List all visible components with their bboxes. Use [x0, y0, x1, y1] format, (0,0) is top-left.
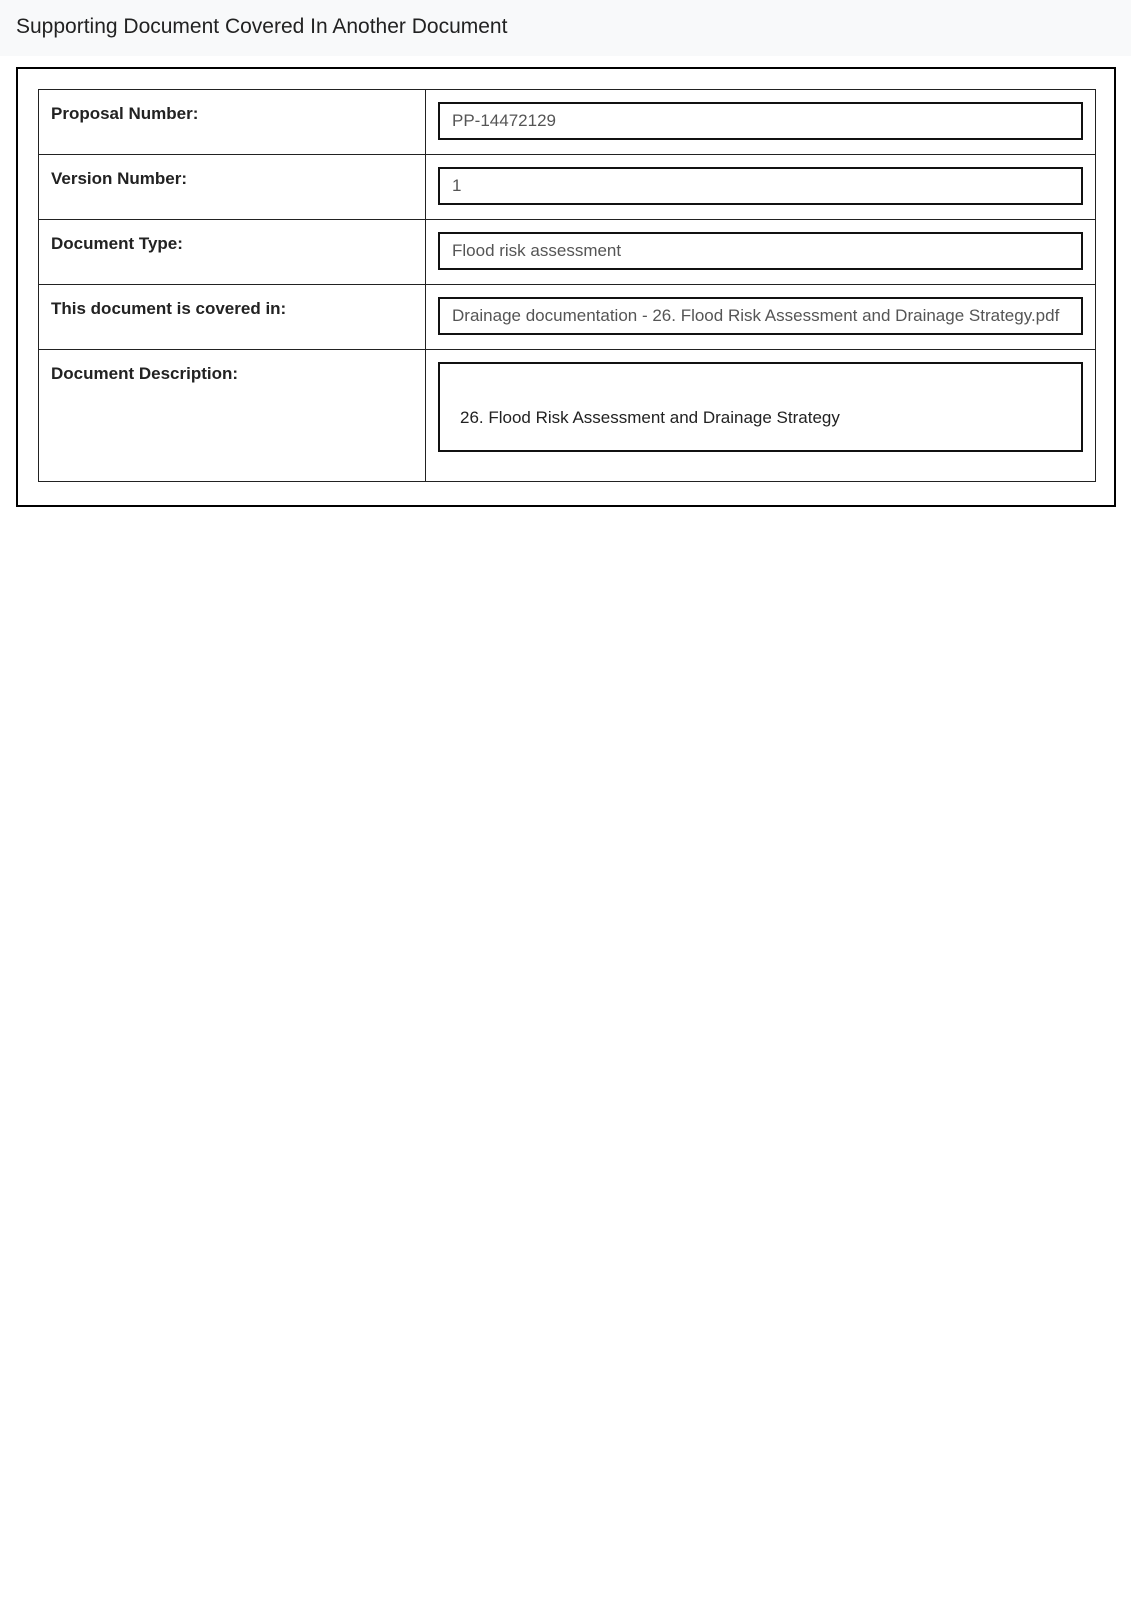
document-type-cell	[426, 220, 1096, 285]
version-number-row	[39, 155, 1096, 220]
document-type-label: Document Type:	[39, 220, 426, 285]
version-number-label: Version Number:	[39, 155, 426, 220]
proposal-number-cell	[426, 90, 1096, 155]
document-description-field[interactable]: 26. Flood Risk Assessment and Drainage Strategy	[438, 362, 1083, 452]
document-details-panel	[16, 67, 1116, 507]
version-number-field[interactable]: 1	[438, 167, 1083, 205]
covered-in-field[interactable]: Drainage documentation - 26. Flood Risk Assessment and Drainage Strategy.pdf	[438, 297, 1083, 335]
document-description-row	[39, 350, 1096, 482]
document-details-table	[38, 89, 1096, 482]
document-description-label: Document Description:	[39, 350, 426, 482]
proposal-number-row	[39, 90, 1096, 155]
version-number-cell	[426, 155, 1096, 220]
covered-in-label: This document is covered in:	[39, 285, 426, 350]
page-header	[0, 0, 1131, 56]
covered-in-cell	[426, 285, 1096, 350]
proposal-number-label: Proposal Number:	[39, 90, 426, 155]
page-title: Supporting Document Covered In Another Document	[16, 15, 508, 38]
covered-in-row	[39, 285, 1096, 350]
document-type-field[interactable]: Flood risk assessment	[438, 232, 1083, 270]
proposal-number-field[interactable]: PP-14472129	[438, 102, 1083, 140]
document-description-cell	[426, 350, 1096, 482]
document-type-row	[39, 220, 1096, 285]
